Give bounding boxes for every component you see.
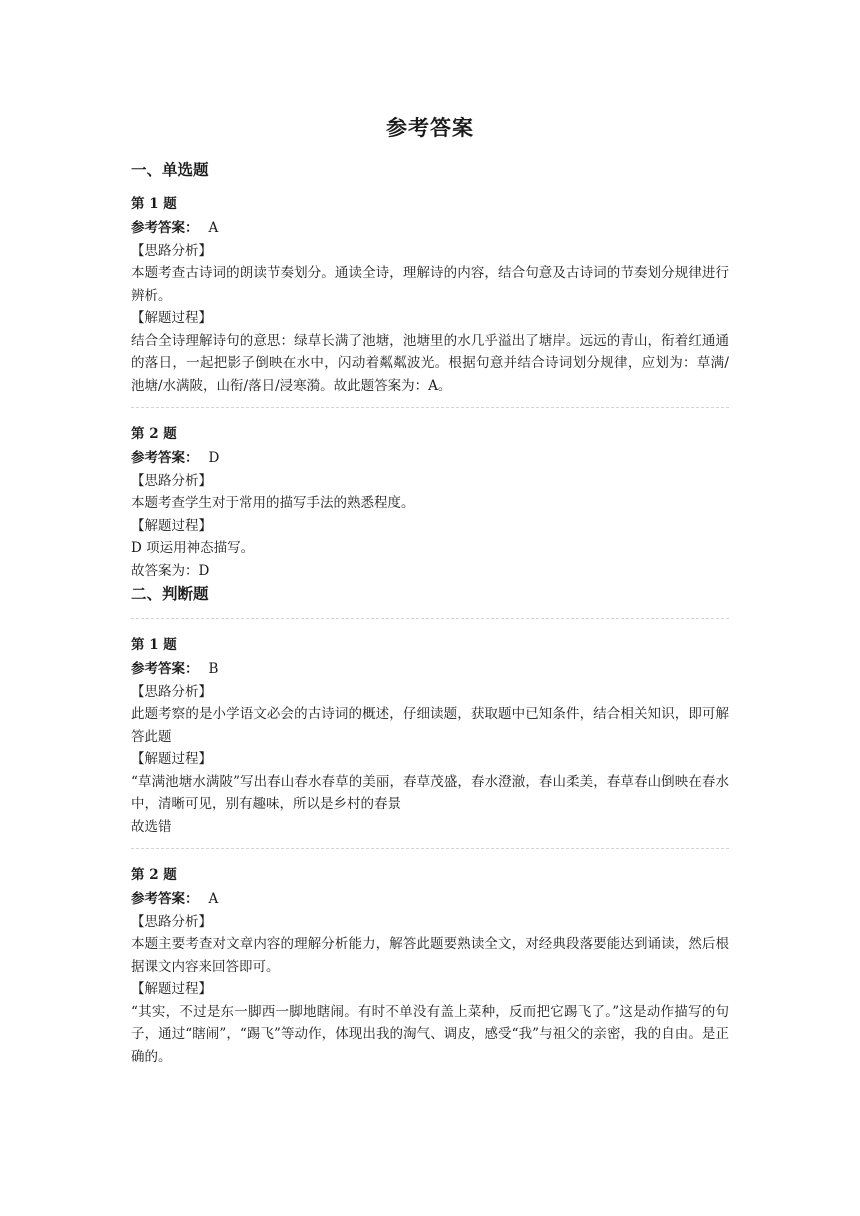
- process-text: “其实，不过是东一脚西一脚地瞎闹。有时不单没有盖上菜种，反而把它踢飞了。”这是动作描写的句子，通过“瞎闹”，“踢飞”等动作，体现出我的淘气、调皮，感受“我”与祖父的亲密，我的自由。是正确的。: [131, 1003, 729, 1065]
- answer-value: B: [208, 661, 219, 677]
- question-divider: [131, 407, 729, 408]
- answer-line: [131, 658, 729, 681]
- question-block: [131, 865, 729, 1068]
- answer-line: [131, 447, 729, 470]
- answer-label: 参考答案：: [131, 220, 199, 236]
- question-divider: [131, 618, 729, 619]
- question-label: 第 2 题: [131, 426, 177, 442]
- analysis-text: 本题主要考查对文章内容的理解分析能力，解答此题要熟读全文，对经典段落要能达到诵读，然后根据课文内容来回答即可。: [131, 936, 729, 975]
- question-label: 第 1 题: [131, 637, 177, 653]
- analysis-heading: 【思路分析】: [131, 242, 212, 259]
- analysis-heading: 【思路分析】: [131, 913, 212, 930]
- analysis-text: 本题考查古诗词的朗读节奏划分。通读全诗，理解诗的内容，结合句意及古诗词的节奏划分规律进行辨析。: [131, 265, 729, 304]
- question-label: 第 2 题: [131, 867, 177, 883]
- analysis-heading: 【思路分析】: [131, 472, 212, 489]
- question-label: 第 1 题: [131, 196, 177, 212]
- answer-label: 参考答案：: [131, 450, 199, 466]
- analysis-text: 本题考查学生对于常用的描写手法的熟悉程度。: [131, 495, 415, 511]
- process-text: 结合全诗理解诗句的意思：绿草长满了池塘，池塘里的水几乎溢出了塘岸。远远的青山，衔着红通通的落日，一起把影子倒映在水中，闪动着粼粼波光。根据句意并结合诗词划分规律，应划为：草满/池塘/水满陂，山衔/落日/浸寒漪。故此题答案为：A。: [131, 332, 729, 394]
- process-heading: 【解题过程】: [131, 981, 212, 997]
- answer-document: [131, 112, 729, 1068]
- question-divider: [131, 848, 729, 849]
- process-text: “草满池塘水满陂”写出春山春水春草的美丽，春草茂盛，春水澄澈，春山柔美，春草春山倒映在春水中，清晰可见，别有趣味，所以是乡村的春景: [131, 773, 729, 812]
- answer-line: [131, 217, 729, 240]
- question-block: [131, 424, 729, 582]
- answer-label: 参考答案：: [131, 661, 199, 677]
- process-heading: 【解题过程】: [131, 751, 212, 767]
- answer-value: A: [208, 220, 219, 236]
- process-text: D 项运用神态描写。: [131, 540, 255, 556]
- question-block: [131, 635, 729, 838]
- section-heading-true-false: 二、判断题: [131, 584, 209, 603]
- answer-value: D: [208, 450, 220, 466]
- analysis-heading: 【思路分析】: [131, 683, 212, 700]
- section-heading-single-choice: 一、单选题: [131, 160, 209, 179]
- process-conclusion: 故答案为：D: [131, 562, 210, 579]
- answer-line: [131, 888, 729, 911]
- question-block: [131, 194, 729, 397]
- analysis-text: 此题考察的是小学语文必会的古诗词的概述，仔细读题，获取题中已知条件，结合相关知识，即可解答此题: [131, 706, 729, 745]
- answer-label: 参考答案：: [131, 891, 199, 907]
- answer-value: A: [208, 891, 219, 907]
- page-title: 参考答案: [386, 115, 474, 140]
- process-heading: 【解题过程】: [131, 310, 212, 326]
- process-heading: 【解题过程】: [131, 517, 212, 534]
- process-conclusion: 故选错: [131, 818, 172, 835]
